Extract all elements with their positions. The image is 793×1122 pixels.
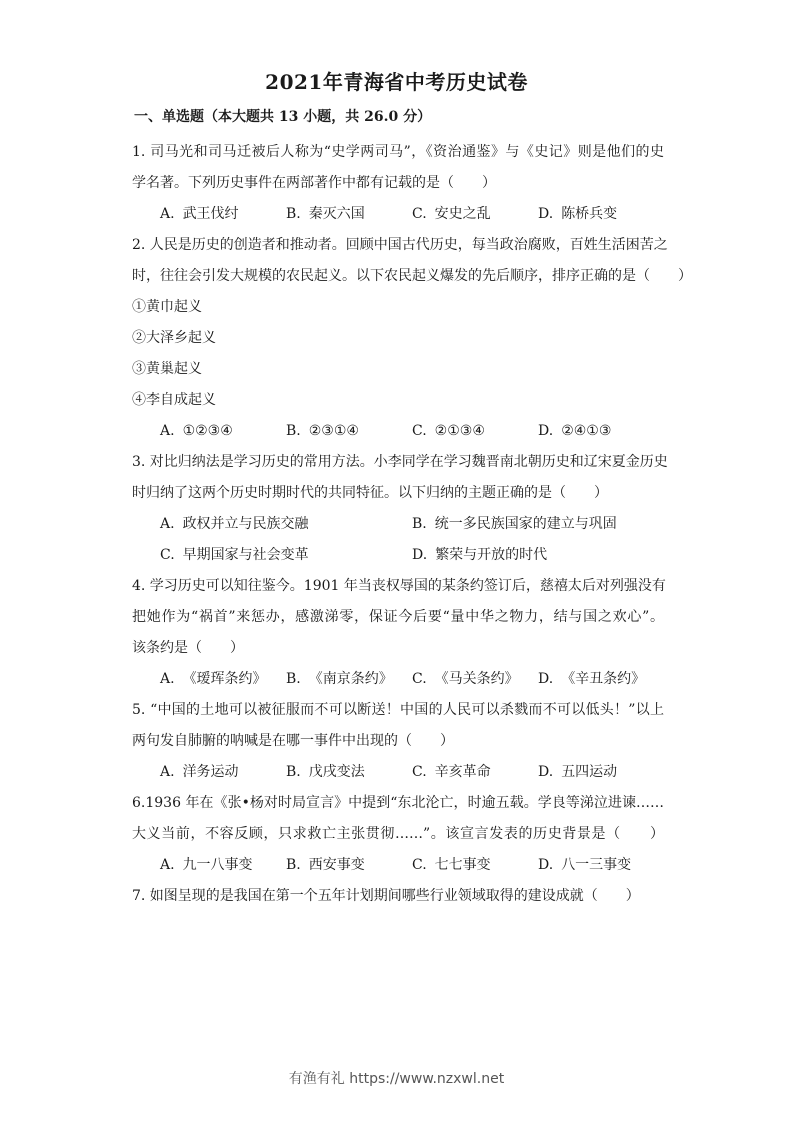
options-row — [132, 540, 664, 571]
question-list — [132, 137, 692, 912]
question-stem-line: 4. 学习历史可以知往鉴今。1901 年当丧权辱国的某条约签订后，慈禧太后对列强没有 — [132, 578, 666, 594]
question-stem-line: 3. 对比归纳法是学习历史的常用方法。小李同学在学习魏晋南北朝历史和辽宋夏金历史 — [132, 454, 668, 470]
question-stem-line: 两句发自肺腑的呐喊是在哪一事件中出现的（ ） — [132, 733, 454, 749]
question-stem-line: 7. 如图呈现的是我国在第一个五年计划期间哪些行业领域取得的建设成就（ ） — [132, 888, 640, 904]
question-4 — [132, 571, 664, 695]
option-d[interactable]: D. 陈桥兵变 — [538, 206, 618, 222]
question-6 — [132, 788, 664, 881]
option-a[interactable]: A. 武王伐纣 — [160, 206, 239, 222]
option-b[interactable]: B. 西安事变 — [286, 857, 365, 873]
option-b[interactable]: B. 《南京条约》 — [286, 671, 393, 687]
options-row — [132, 199, 664, 230]
question-7 — [132, 881, 664, 912]
option-a[interactable]: A. 九一八事变 — [160, 857, 253, 873]
option-c[interactable]: C. 《马关条约》 — [412, 671, 519, 687]
question-stem-line: 把她作为“祸首”来惩办，感激涕零，保证今后要“量中华之物力，结与国之欢心”。 — [132, 609, 664, 625]
question-stem-line: 6.1936 年在《张•杨对时局宣言》中提到“东北沦亡，时逾五载。学良等涕泣进谏…… — [132, 795, 664, 811]
sub-item: ②大泽乡起义 — [132, 330, 216, 346]
question-stem-line: 学名著。下列历史事件在两部著作中都有记载的是（ ） — [132, 175, 496, 191]
options-row — [132, 509, 664, 540]
option-d[interactable]: D. ②④①③ — [538, 423, 612, 439]
option-d[interactable]: D. 五四运动 — [538, 764, 618, 780]
question-stem-line: 1. 司马光和司马迁被后人称为“史学两司马”，《资治通鉴》与《史记》则是他们的史 — [132, 144, 664, 160]
sub-item: ①黄巾起义 — [132, 299, 202, 315]
option-d[interactable]: D. 繁荣与开放的时代 — [412, 547, 548, 563]
option-a[interactable]: A. ①②③④ — [160, 423, 233, 439]
option-b[interactable]: B. 戊戌变法 — [286, 764, 365, 780]
page-title: 2021年青海省中考历史试卷 — [265, 70, 528, 94]
question-3 — [132, 447, 668, 571]
question-2 — [132, 230, 692, 447]
options-row — [132, 757, 664, 788]
question-stem-line: 大义当前，不容反顾，只求救亡主张贯彻……”。该宣言发表的历史背景是（ ） — [132, 826, 664, 842]
question-1 — [132, 137, 664, 230]
options-row — [132, 416, 664, 447]
question-stem-line: 时，往往会引发大规模的农民起义。以下农民起义爆发的先后顺序，排序正确的是（ ） — [132, 268, 692, 284]
options-row — [132, 664, 664, 695]
option-a[interactable]: A. 洋务运动 — [160, 764, 239, 780]
option-b[interactable]: B. 统一多民族国家的建立与巩固 — [412, 516, 617, 532]
question-5 — [132, 695, 664, 788]
question-stem-line: 该条约是（ ） — [132, 640, 244, 656]
sub-item: ④李自成起义 — [132, 392, 216, 408]
section-heading: 一、单选题（本大题共 13 小题，共 26.0 分） — [134, 109, 432, 125]
option-c[interactable]: C. 辛亥革命 — [412, 764, 491, 780]
option-a[interactable]: A. 《瑷珲条约》 — [160, 671, 267, 687]
question-stem-line: 2. 人民是历史的创造者和推动者。回顾中国古代历史，每当政治腐败，百姓生活困苦之 — [132, 237, 668, 253]
option-c[interactable]: C. 安史之乱 — [412, 206, 491, 222]
option-c[interactable]: C. 早期国家与社会变革 — [160, 547, 309, 563]
option-b[interactable]: B. ②③①④ — [286, 423, 359, 439]
option-c[interactable]: C. ②①③④ — [412, 423, 485, 439]
option-d[interactable]: D. 八一三事变 — [538, 857, 632, 873]
question-stem-line: 5. “中国的土地可以被征服而不可以断送！中国的人民可以杀戮而不可以低头！”以上 — [132, 702, 664, 718]
option-a[interactable]: A. 政权并立与民族交融 — [160, 516, 309, 532]
sub-item: ③黄巢起义 — [132, 361, 202, 377]
option-d[interactable]: D. 《辛丑条约》 — [538, 671, 646, 687]
option-c[interactable]: C. 七七事变 — [412, 857, 491, 873]
question-stem-line: 时归纳了这两个历史时期时代的共同特征。以下归纳的主题正确的是（ ） — [132, 485, 608, 501]
option-b[interactable]: B. 秦灭六国 — [286, 206, 365, 222]
options-row — [132, 850, 664, 881]
watermark-footer: 有渔有礼 https://www.nzxwl.net — [288, 1071, 505, 1087]
